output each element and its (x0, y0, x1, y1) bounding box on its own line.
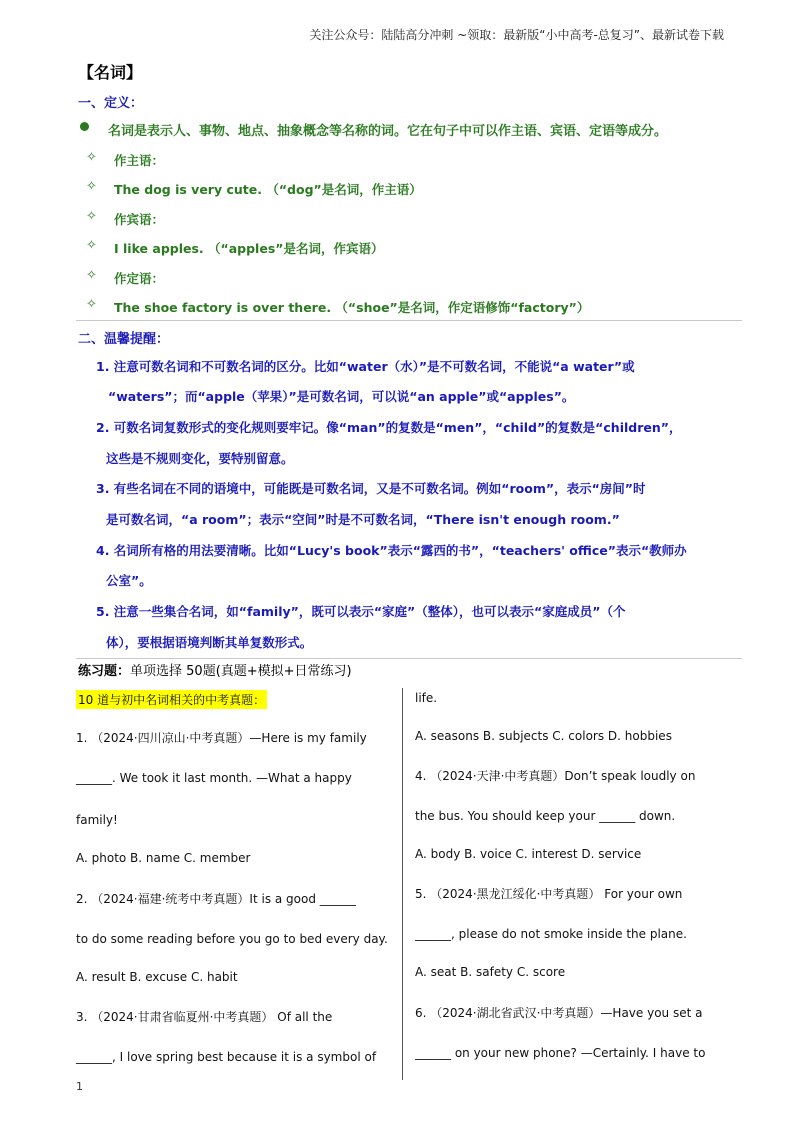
column-divider (402, 688, 403, 1080)
tip-line: 2. 可数名词复数形式的变化规则要牢记。像“man”的复数是“men”，“child”的复数是“children”， (96, 420, 682, 435)
usage-item: 作主语： (114, 153, 165, 168)
page-title: 【名词】 (78, 63, 143, 82)
question-line: ______, I love spring best because it is a symbol of (76, 1050, 377, 1064)
star-icon: ✧ (86, 150, 97, 165)
usage-item: The shoe factory is over there. （“shoe”是名词，作定语修饰“factory”） (114, 300, 590, 315)
page-header: 关注公众号：陆陆高分冲刺 ~领取：最新版“小中高考-总复习”、最新试卷下载 (309, 28, 724, 42)
tip-line: 这些是不规则变化，要特别留意。 (106, 451, 294, 466)
question-line: 3. （2024·甘肃省临夏州·中考真题） Of all the (76, 1010, 333, 1024)
question-line: 1. （2024·四川凉山·中考真题）—Here is my family (76, 731, 367, 745)
tip-line: 3. 有些名词在不同的语境中，可能既是可数名词，又是不可数名词。例如“room”，表示“房间”时 (96, 481, 646, 496)
tip-line: 1. 注意可数名词和不可数名词的区分。比如“water（水）”是不可数名词，不能说“a water”或 (96, 359, 635, 374)
question-line: 6. （2024·湖北省武汉·中考真题）—Have you set a (415, 1006, 703, 1020)
exercise-heading (78, 660, 352, 679)
star-icon: ✧ (86, 179, 97, 194)
tip-line: 公室”。 (106, 573, 152, 588)
question-line: ______. We took it last month. —What a happy (76, 771, 352, 785)
star-icon: ✧ (86, 209, 97, 224)
answer-options: A. photo B. name C. member (76, 851, 251, 865)
divider (76, 320, 742, 321)
tip-line: 是可数名词，“a room”；表示“空间”时是不可数名词，“There isn't enough room.” (106, 512, 620, 527)
answer-options: A. seasons B. subjects C. colors D. hobbies (415, 729, 672, 743)
definition-text: 名词是表示人、事物、地点、抽象概念等名称的词。它在句子中可以作主语、宾语、定语等成分。 (108, 124, 668, 139)
question-line: to do some reading before you go to bed every day. (76, 932, 388, 946)
exercise-description: 单项选择 50题(真题+模拟+日常练习) (130, 664, 352, 679)
question-line: ______, please do not smoke inside the plane. (415, 927, 687, 941)
exam-subheading: 10 道与初中名词相关的中考真题： (76, 690, 267, 709)
question-line: 4. （2024·天津·中考真题）Don’t speak loudly on (415, 769, 696, 783)
tip-line: “waters”；而“apple（苹果）”是可数名词，可以说“an apple”或“apples”。 (108, 389, 575, 404)
star-icon: ✧ (86, 238, 97, 253)
question-line: the bus. You should keep your ______ down. (415, 809, 676, 823)
star-icon: ✧ (86, 297, 97, 312)
page-number: 1 (76, 1080, 83, 1093)
star-icon: ✧ (86, 268, 97, 283)
section-tips-heading: 二、温馨提醒： (78, 332, 170, 347)
exercise-label: 练习题： (78, 664, 131, 679)
tip-line: 5. 注意一些集合名词，如“family”，既可以表示“家庭”（整体），也可以表示“家庭成员”（个 (96, 604, 626, 619)
usage-item: 作宾语： (114, 212, 165, 227)
question-line: 5. （2024·黑龙江绥化·中考真题） For your own (415, 887, 683, 901)
question-line: ______ on your new phone? —Certainly. I have to (415, 1046, 706, 1060)
tip-line: 体），要根据语境判断其单复数形式。 (106, 635, 313, 650)
question-line: family! (76, 813, 118, 827)
usage-item: I like apples. （“apples”是名词，作宾语） (114, 241, 384, 256)
answer-options: A. result B. excuse C. habit (76, 970, 238, 984)
usage-item: 作定语： (114, 271, 165, 286)
question-line: 2. （2024·福建·统考中考真题）It is a good ______ (76, 892, 356, 906)
answer-options: A. seat B. safety C. score (415, 965, 566, 979)
tip-line: 4. 名词所有格的用法要清晰。比如“Lucy's book”表示“露西的书”，“teachers' office”表示“教师办 (96, 543, 687, 558)
divider (76, 658, 742, 659)
bullet-icon (80, 122, 89, 131)
usage-item: The dog is very cute. （“dog”是名词，作主语） (114, 182, 422, 197)
question-line: life. (415, 691, 438, 705)
section-definition-heading: 一、定义： (78, 96, 144, 111)
answer-options: A. body B. voice C. interest D. service (415, 847, 642, 861)
